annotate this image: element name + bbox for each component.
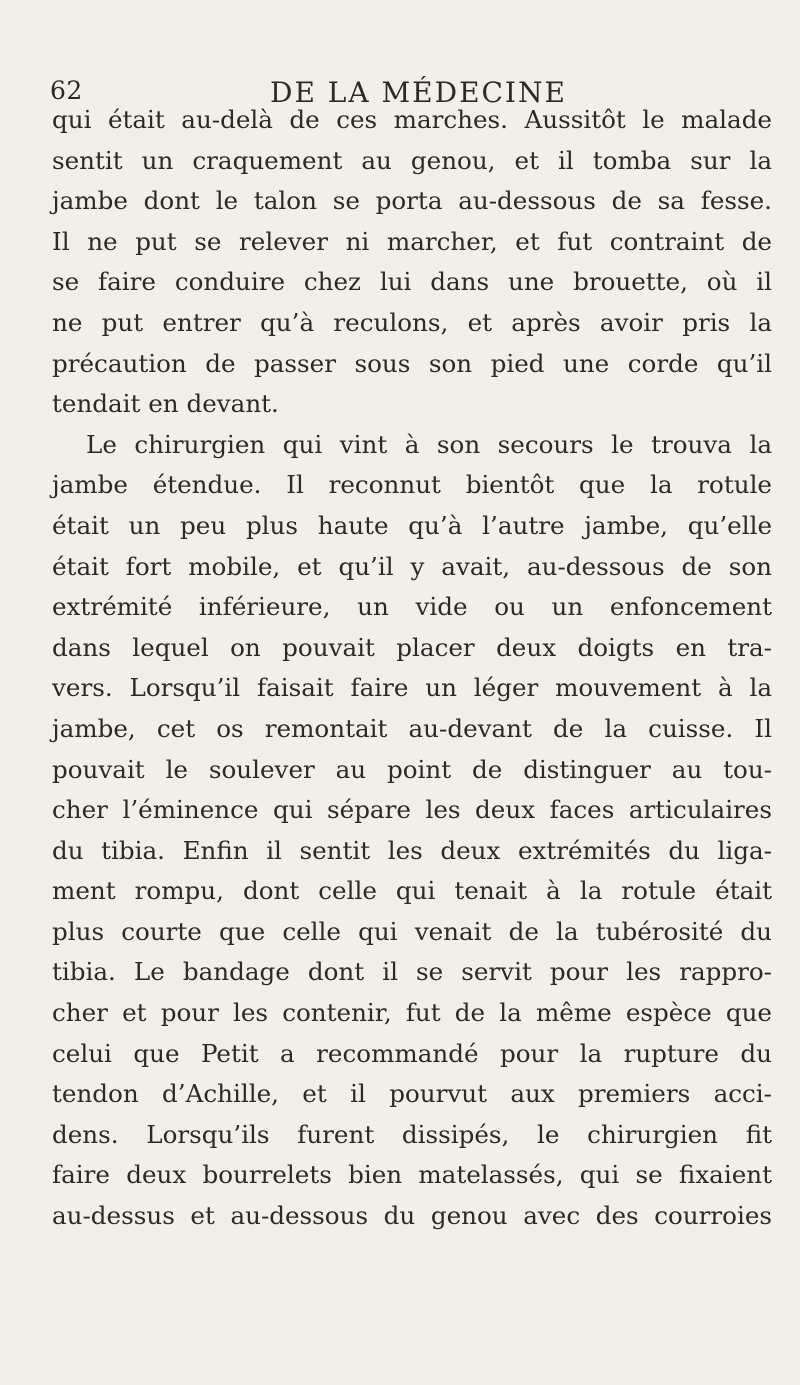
text-line: était fort mobile, et qu’il y avait, au-dessous de son	[52, 551, 772, 581]
text-line: celui que Petit a recommandé pour la rupture du	[52, 1038, 772, 1068]
text-line: tendon d’Achille, et il pourvut aux premiers acci-	[52, 1079, 772, 1109]
text-line: pouvait le soulever au point de distinguer au tou-	[52, 754, 772, 784]
text-line: dans lequel on pouvait placer deux doigts en tra-	[52, 632, 772, 662]
text-line: qui était au-delà de ces marches. Aussitôt le malade	[52, 105, 772, 134]
text-line: précaution de passer sous son pied une corde qu’il	[52, 348, 772, 378]
text-line: extrémité inférieure, un vide ou un enfoncement	[52, 592, 772, 622]
text-line: ne put entrer qu’à reculons, et après avoir pris la	[52, 307, 772, 337]
page-number: 62	[50, 76, 83, 105]
text-line: jambe, cet os remontait au-devant de la cuisse. Il	[52, 713, 772, 743]
text-line: du tibia. Enfin il sentit les deux extrémités du liga-	[52, 835, 772, 865]
text-line: au-dessus et au-dessous du genou avec des courroies	[52, 1201, 772, 1231]
text-line: jambe étendue. Il reconnut bientôt que la rotule	[52, 470, 772, 500]
text-line: faire deux bourrelets bien matelassés, qui se fixaient	[52, 1160, 772, 1190]
text-line: cher et pour les contenir, fut de la même espèce que	[52, 998, 772, 1028]
text-line: était un peu plus haute qu’à l’autre jambe, qu’elle	[52, 510, 772, 540]
text-line: vers. Lorsqu’il faisait faire un léger mouvement à la	[52, 673, 772, 703]
body-text	[52, 100, 772, 1237]
text-line: jambe dont le talon se porta au-dessous de sa fesse.	[52, 186, 772, 216]
text-line: tibia. Le bandage dont il se servit pour les rappro-	[52, 957, 772, 987]
text-line: ment rompu, dont celle qui tenait à la rotule était	[52, 876, 772, 906]
text-line: Il ne put se relever ni marcher, et fut contraint de	[52, 226, 772, 256]
text-line: sentit un craquement au genou, et il tomba sur la	[52, 145, 772, 175]
running-head: DE LA MÉDECINE	[270, 76, 567, 109]
text-line: tendait en devant.	[52, 389, 279, 419]
text-line: cher l’éminence qui sépare les deux faces articulaires	[52, 795, 772, 825]
text-line: se faire conduire chez lui dans une brouette, où il	[52, 267, 772, 297]
text-line: plus courte que celle qui venait de la tubérosité du	[52, 916, 772, 946]
text-line: dens. Lorsqu’ils furent dissipés, le chirurgien fit	[52, 1119, 772, 1149]
text-line: Le chirurgien qui vint à son secours le trouva la	[86, 429, 772, 459]
